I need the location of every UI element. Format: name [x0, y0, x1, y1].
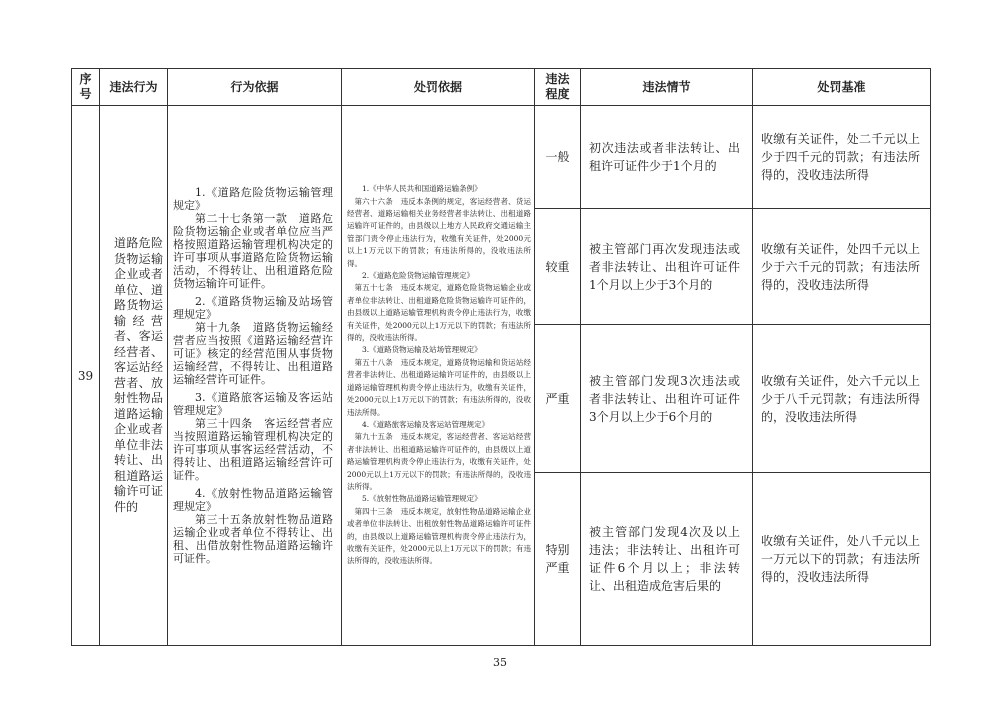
- header-seq: 序 号: [72, 69, 100, 106]
- table-row: [72, 106, 931, 209]
- header-row: [72, 69, 931, 106]
- page-number: 35: [493, 656, 507, 669]
- header-circumstance: 违法情节: [581, 69, 753, 106]
- penalty-article: 第五十八条 违反本规定，道路货物运输和货运站经营者非法转让、出租道路运输许可证件的，由县级以上道路运输管理机构责令停止违法行为，收缴有关证件，处2000元以上1万元以下的罚款；有违法所得的，没收违法所得。: [347, 357, 531, 417]
- basis-heading: 1.《道路危险货物运输管理规定》: [173, 186, 333, 212]
- legal-basis: [168, 106, 342, 646]
- basis-heading: 2.《道路货物运输及站场管理规定》: [173, 295, 333, 321]
- circumstance-cell: 被主管部门发现3次违法或者非法转让、出租许可证件3个月以上少于6个月的: [581, 325, 753, 473]
- basis-heading: 4.《放射性物品道路运输管理规定》: [173, 487, 333, 513]
- row-seq: 39: [72, 106, 100, 646]
- penalty-article: 第四十三条 违反本规定，放射性物品道路运输企业或者单位非法转让、出租放射性物品道路运输许可证件的，由县级以上道路运输管理机构责令停止违法行为，收缴有关证件，处2000元以上1万元以下的罚款；有违法所得的，没收违法所得。: [347, 506, 531, 566]
- penalty-heading: 5.《放射性物品道路运输管理规定》: [362, 494, 482, 504]
- circumstance-cell: 被主管部门再次发现违法或者非法转让、出租许可证件1个月以上少于3个月的: [581, 209, 753, 325]
- basis-heading: 3.《道路旅客运输及客运站管理规定》: [173, 391, 333, 417]
- penalty-heading: 1.《中华人民共和国道路运输条例》: [362, 184, 482, 194]
- penalty-standard-table: [71, 68, 931, 646]
- header-degree: 违法 程度: [535, 69, 581, 106]
- penalty-heading: 4.《道路旅客运输及客运站管理规定》: [362, 419, 490, 429]
- degree-cell: 一般: [535, 106, 581, 209]
- header-penalty: 处罚依据: [342, 69, 535, 106]
- standard-cell: 收缴有关证件，处八千元以上一万元以下的罚款；有违法所得的，没收违法所得: [753, 473, 931, 646]
- penalty-heading: 2.《道路危险货物运输管理规定》: [362, 271, 475, 281]
- header-basis: 行为依据: [168, 69, 342, 106]
- penalty-article: 第九十五条 违反本规定，客运经营者、客运站经营者非法转让、出租道路运输许可证件的，由县级以上道路运输管理机构责令停止违法行为，收缴有关证件，处2000元以上1万元以下的罚款；有违法所得的，没收违法所得。: [347, 432, 531, 491]
- standard-cell: 收缴有关证件，处六千元以上少于八千元罚款；有违法所得的，没收违法所得: [753, 325, 931, 473]
- violation-act: 道路危险货物运输企业或者单位、道路货物运输经营者、客运经营者、客运站经营者、放射性物品道路运输企业或者单位非法转让、出租道路运输许可证件的: [100, 106, 168, 646]
- circumstance-cell: 被主管部门发现4次及以上违法；非法转让、出租许可证件6个月以上；非法转让、出租造成危害后果的: [581, 473, 753, 646]
- standard-cell: 收缴有关证件，处四千元以上少于六千元的罚款；有违法所得的，没收违法所得: [753, 209, 931, 325]
- penalty-heading: 3.《道路货物运输及站场管理规定》: [362, 345, 482, 355]
- penalty-basis: [342, 106, 535, 646]
- standard-cell: 收缴有关证件，处二千元以上少于四千元的罚款；有违法所得的，没收违法所得: [753, 106, 931, 209]
- penalty-article: 第五十七条 违反本规定，道路危险货物运输企业或者单位非法转让、出租道路危险货物运输许可证件的，由县级以上道路运输管理机构责令停止违法行为，收缴有关证件，处2000元以上1万元以下的罚款；有违法所得的，没收违法所得。: [347, 283, 531, 343]
- basis-article: 第三十四条 客运经营者应当按照道路运输管理机构决定的许可事项从事客运经营活动，不得转让、出租道路运输经营许可证件。: [173, 417, 333, 482]
- basis-article: 第十九条 道路货物运输经营者应当按照《道路运输经营许可证》核定的经营范围从事货物运输经营，不得转让、出租道路运输经营许可证件。: [173, 321, 333, 386]
- degree-cell: 特别 严重: [535, 473, 581, 646]
- circumstance-cell: 初次违法或者非法转让、出租许可证件少于1个月的: [581, 106, 753, 209]
- degree-cell: 较重: [535, 209, 581, 325]
- basis-article: 第二十七条第一款 道路危险货物运输企业或者单位应当严格按照道路运输管理机构决定的许可事项从事道路危险货物运输活动，不得转让、出租道路危险货物运输许可证件。: [173, 212, 333, 290]
- penalty-article: 第六十六条 违反本条例的规定，客运经营者、货运经营者、道路运输相关业务经营者非法转让、出租道路运输许可证件的，由县级以上地方人民政府交通运输主管部门责令停止违法行为，收缴有关证件，处2000元以上1万元以下的罚款；有违法所得的，没收违法所得。: [347, 196, 531, 268]
- header-standard: 处罚基准: [753, 69, 931, 106]
- basis-article: 第三十五条放射性物品道路运输企业或者单位不得转让、出租、出借放射性物品道路运输许可证件。: [173, 513, 333, 565]
- header-act: 违法行为: [100, 69, 168, 106]
- degree-cell: 严重: [535, 325, 581, 473]
